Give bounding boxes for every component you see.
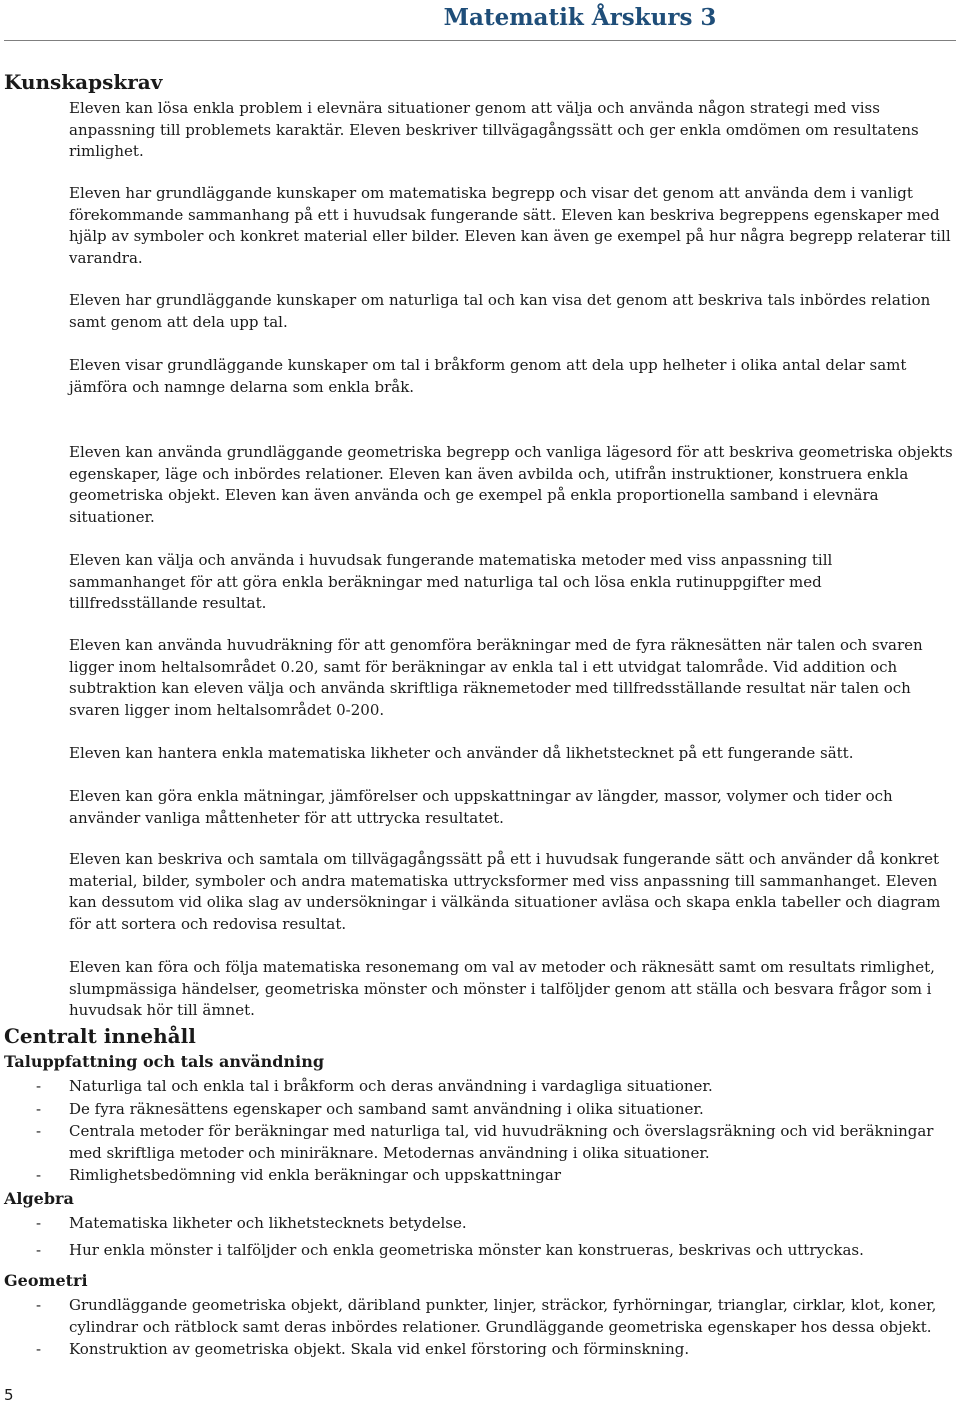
list-item: - Naturliga tal och enkla tal i bråkform och deras användning i vardagliga situationer. — [36, 1077, 713, 1095]
paragraph: Eleven kan föra och följa matematiska resonemang om val av metoder och räknesätt samt om resultats rimlighet, slumpmässiga händelser, geometriska mönster och mönster i talföljder genom att ställa och besvara frågor som i huvudsak hör till ämnet. — [69, 958, 935, 1019]
subheading-geometri: Geometri — [4, 1271, 88, 1290]
list-item: - Rimlighetsbedömning vid enkla beräkningar och uppskattningar — [36, 1166, 562, 1184]
list-algebra — [0, 1213, 950, 1262]
paragraph: Eleven kan hantera enkla matematiska likheter och använder då likhetstecknet på ett fungerande sätt. — [69, 744, 854, 762]
list-item: - Grundläggande geometriska objekt, däribland punkter, linjer, sträckor, fyrhörningar, trianglar, cirklar, klot, koner, cylindrar och rätblock samt deras inbördes relationer. Grundläggande geometriska egenskaper hos dessa objekt. — [36, 1296, 937, 1336]
list-item: - Centrala metoder för beräkningar med naturliga tal, vid huvudräkning och överslagsräkning och vid beräkningar med skriftliga metoder och miniräknare. Metodernas användning i olika situationer. — [36, 1122, 934, 1162]
list-item: - De fyra räknesättens egenskaper och samband samt användning i olika situationer. — [36, 1099, 704, 1118]
paragraph: Eleven kan göra enkla mätningar, jämförelser och uppskattningar av längder, massor, volymer och tider och använder vanliga måttenheter för att uttrycka resultatet. — [69, 787, 893, 827]
list-item: - Hur enkla mönster i talföljder och enkla geometriska mönster kan konstrueras, beskrivas och uttryckas. — [36, 1240, 864, 1259]
list-item: - Konstruktion av geometriska objekt. Skala vid enkel förstoring och förminskning. — [36, 1340, 690, 1358]
paragraph: Eleven har grundläggande kunskaper om naturliga tal och kan visa det genom att beskriva tals inbördes relation samt genom att dela upp tal. — [69, 291, 931, 331]
page-title: Matematik Årskurs 3 — [443, 4, 717, 31]
paragraph: Eleven har grundläggande kunskaper om matematiska begrepp och visar det genom att använda dem i vanligt förekommande sammanhang på ett i huvudsak fungerande sätt. Eleven kan beskriva begreppens egenskaper med hjälp av symboler och konkret material eller bilder. Eleven kan även ge exempel på hur några begrepp relaterar till varandra. — [69, 184, 951, 267]
subheading-algebra: Algebra — [4, 1189, 74, 1208]
page-number: 5 — [4, 1386, 14, 1404]
paragraph: Eleven kan lösa enkla problem i elevnära situationer genom att välja och använda någon strategi med viss anpassning till problemets karaktär. Eleven beskriver tillvägagångssätt och ger enkla omdömen om resultatens rimlighet. — [69, 99, 919, 160]
section-heading-centralt-innehall: Centralt innehåll — [4, 1024, 196, 1048]
paragraph: Eleven kan beskriva och samtala om tillvägagångssätt på ett i huvudsak fungerande sätt och använder då konkret material, bilder, symboler och andra matematiska uttrycksformer med viss anpassning till sammanhanget. Eleven kan dessutom vid olika slag av undersökningar i välkända situationer avläsa och skapa enkla tabeller och diagram för att sortera och redovisa resultat. — [69, 850, 941, 933]
list-taluppfattning — [0, 1076, 950, 1188]
subheading-taluppfattning: Taluppfattning och tals användning — [4, 1052, 325, 1071]
header-divider — [4, 40, 956, 41]
paragraph: Eleven visar grundläggande kunskaper om tal i bråkform genom att dela upp helheter i olika antal delar samt jämföra och namnge delarna som enkla bråk. — [69, 356, 907, 396]
paragraph: Eleven kan använda huvudräkning för att genomföra beräkningar med de fyra räknesätten när talen och svaren ligger inom heltalsområdet 0.20, samt för beräkningar av enkla tal i ett utvidgat talområde. Vid addition och subtraktion kan eleven välja och använda skriftliga räknemetoder med tillfredsställande resultat när talen och svaren ligger inom heltalsområdet 0-200. — [69, 636, 923, 719]
list-item: - Matematiska likheter och likhetstecknets betydelse. — [36, 1214, 467, 1232]
section-heading-kunskapskrav: Kunskapskrav — [4, 70, 163, 94]
paragraph: Eleven kan välja och använda i huvudsak fungerande matematiska metoder med viss anpassning till sammanhanget för att göra enkla beräkningar med naturliga tal och lösa enkla rutinuppgifter med tillfredsställande resultat. — [69, 551, 833, 612]
paragraph: Eleven kan använda grundläggande geometriska begrepp och vanliga lägesord för att beskriva geometriska objekts egenskaper, läge och inbördes relationer. Eleven kan även avbilda och, utifrån instruktioner, konstruera enkla geometriska objekt. Eleven kan även använda och ge exempel på enkla proportionella samband i elevnära situationer. — [69, 443, 953, 526]
list-geometri — [0, 1295, 950, 1362]
